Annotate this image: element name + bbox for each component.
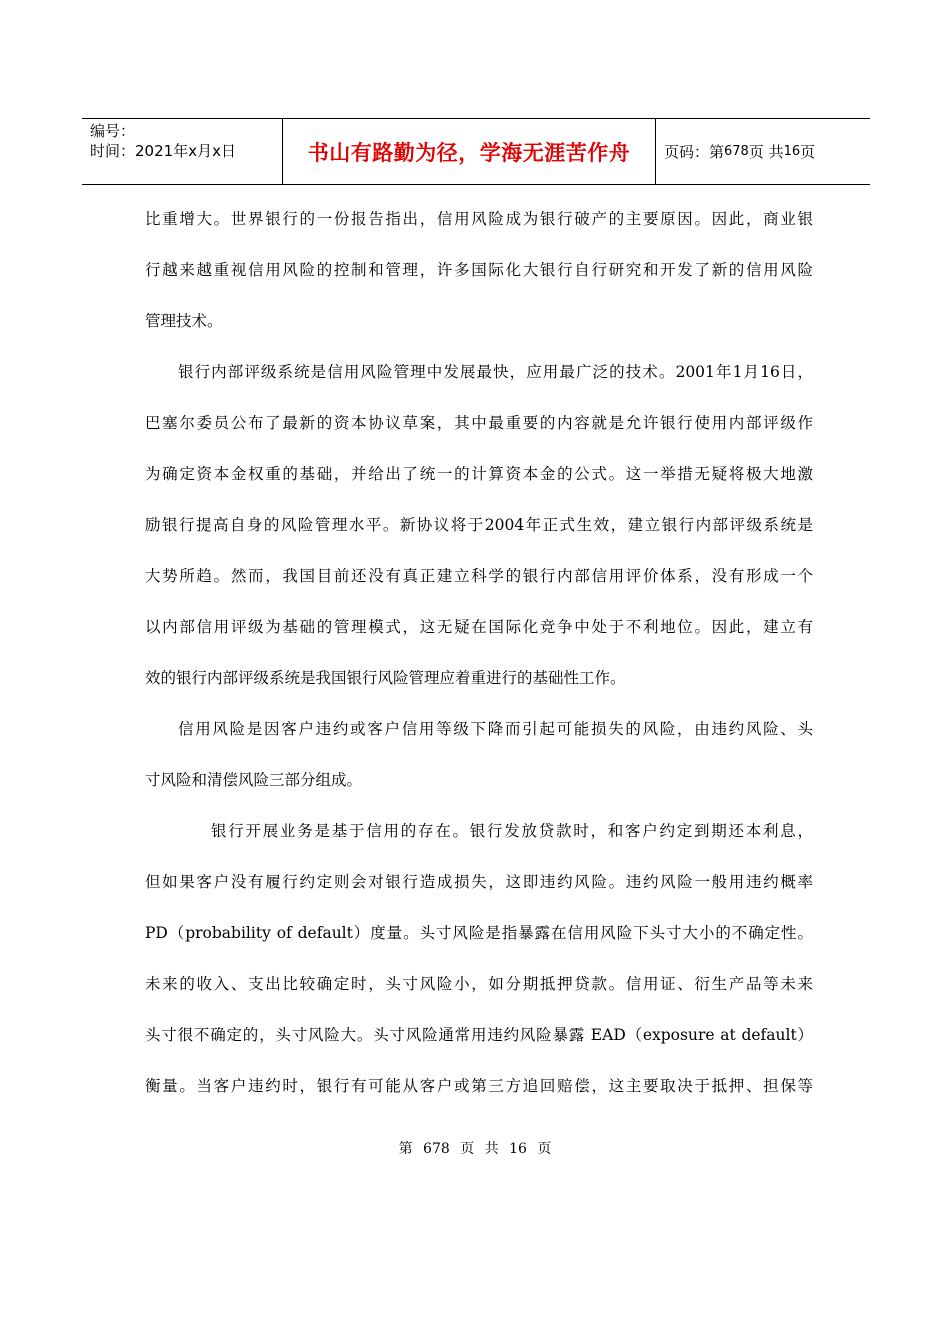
- header-page-info: [656, 119, 870, 184]
- text-line: 行越来越重视信用风险的控制和管理，许多国际化大银行自行研究和开发了新的信用风险: [145, 261, 813, 279]
- document-header: [82, 118, 870, 185]
- text-line: 头寸很不确定的，头寸风险大。头寸风险通常用违约风险暴露 EAD（exposure at default）: [145, 1026, 813, 1044]
- text-line: 为确定资本金权重的基础，并给出了统一的计算资本金的公式。这一举措无疑将极大地激: [145, 465, 813, 483]
- page-number: 678: [724, 144, 749, 159]
- text-line: 大势所趋。然而，我国目前还没有真正建立科学的银行内部信用评价体系，没有形成一个: [145, 567, 813, 585]
- text-line: PD（probability of default）度量。头寸风险是指暴露在信用风险下头寸大小的不确定性。: [145, 924, 813, 942]
- text-line: 银行开展业务是基于信用的存在。银行发放贷款时，和客户约定到期还本利息，: [211, 822, 813, 840]
- text-line: 信用风险是因客户违约或客户信用等级下降而引起可能损失的风险，由违约风险、头: [178, 720, 813, 738]
- page-suffix: 页: [800, 143, 816, 161]
- text-line: 巴塞尔委员公布了最新的资本协议草案，其中最重要的内容就是允许银行使用内部评级作: [145, 414, 813, 432]
- text-line: 但如果客户没有履行约定则会对银行造成损失，这即违约风险。违约风险一般用违约概率: [145, 873, 813, 891]
- header-motto: 书山有路勤为径，学海无涯苦作舟: [282, 119, 656, 184]
- page-prefix: 页码：第: [664, 143, 725, 161]
- text-line: 衡量。当客户违约时，银行有可能从客户或第三方追回赔偿，这主要取决于抵押、担保等: [145, 1077, 813, 1095]
- page-footer: 第 678 页 共 16 页: [398, 1141, 552, 1157]
- text-line: 以内部信用评级为基础的管理模式，这无疑在国际化竞争中处于不利地位。因此，建立有: [145, 618, 813, 636]
- text-line: 未来的收入、支出比较确定时，头寸风险小，如分期抵押贷款。信用证、衍生产品等未来: [145, 975, 813, 993]
- text-line: 比重增大。世界银行的一份报告指出，信用风险成为银行破产的主要原因。因此，商业银: [145, 210, 813, 228]
- serial-label: 编号：: [90, 122, 136, 140]
- body-text: [145, 197, 813, 1115]
- header-meta: [82, 119, 282, 184]
- text-line: 励银行提高自身的风险管理水平。新协议将于2004年正式生效，建立银行内部评级系统是: [145, 516, 813, 534]
- time-label: 时间：: [90, 142, 136, 160]
- time-value: 2021年x月x日: [135, 142, 236, 160]
- page-total: 16: [783, 144, 801, 159]
- text-line: 银行内部评级系统是信用风险管理中发展最快，应用最广泛的技术。2001年1月16日，: [178, 363, 813, 381]
- text-line: 效的银行内部评级系统是我国银行风险管理应着重进行的基础性工作。: [145, 669, 626, 687]
- page-mid: 页 共: [748, 143, 784, 161]
- text-line: 寸风险和清偿风险三部分组成。: [145, 771, 363, 789]
- time-line: [90, 141, 282, 161]
- text-line: 管理技术。: [145, 312, 223, 330]
